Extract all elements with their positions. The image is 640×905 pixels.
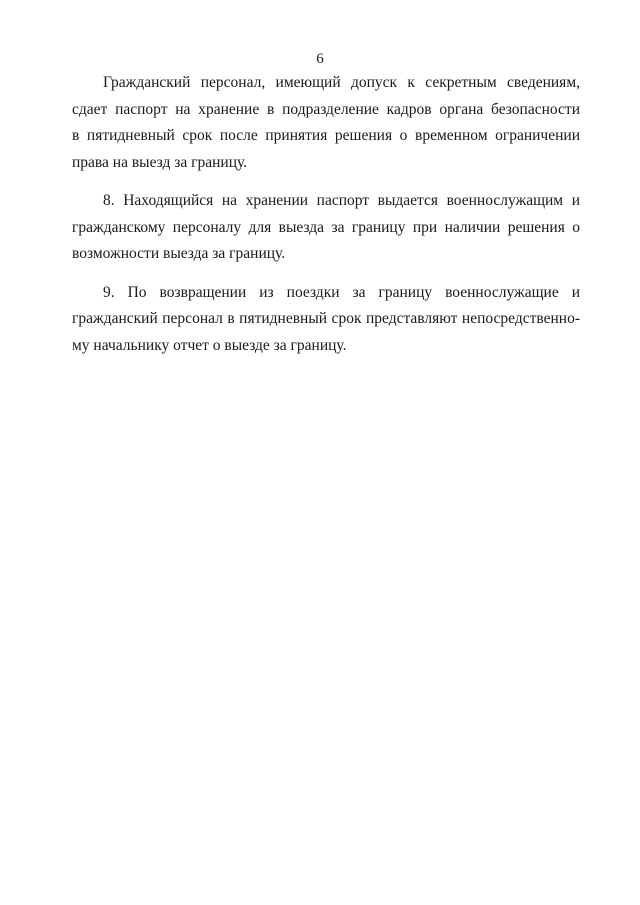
page-number: 6 — [316, 51, 324, 67]
paragraph-item-9 — [72, 280, 580, 360]
paragraph-item-8 — [72, 188, 580, 268]
paragraph-spacer — [72, 176, 580, 188]
paragraph-line: 8. Находящийся на хранении паспорт выдается военнослужащим и — [103, 192, 580, 209]
paragraph-personnel-passport — [72, 70, 580, 176]
paragraph-line: права на выезд за границу. — [72, 153, 248, 171]
paragraph-line: сдает паспорт на хранение в подразделение кадров органа безопасности — [72, 100, 580, 118]
paragraph-line: возможности выезда за границу. — [72, 245, 286, 262]
paragraph-line: в пятидневный срок после принятия решения о временном ограничении — [72, 127, 580, 144]
paragraph-line: му начальнику отчет о выезде за границу. — [72, 336, 347, 354]
paragraph-line: гражданскому персоналу для выезда за границу при наличии решения о — [72, 218, 580, 236]
paragraph-line: Гражданский персонал, имеющий допуск к секретным сведениям, — [103, 74, 580, 91]
paragraph-line: 9. По возвращении из поездки за границу военнослужащие и — [103, 283, 580, 301]
document-body — [72, 70, 580, 359]
paragraph-spacer — [72, 268, 580, 280]
paragraph-line: гражданский персонал в пятидневный срок представляют непосредственно- — [72, 310, 580, 327]
